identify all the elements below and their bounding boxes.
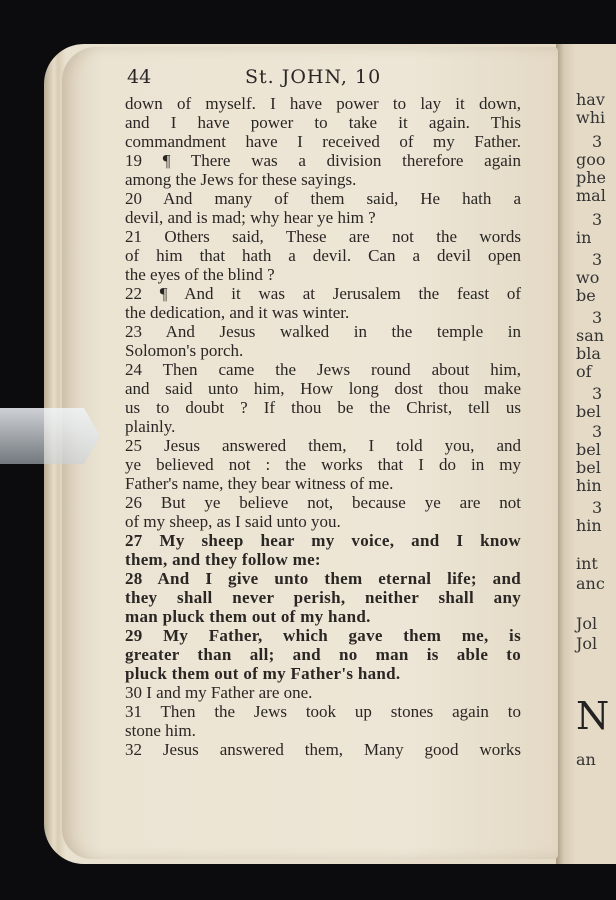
facing-page-fragment: 3 xyxy=(592,498,603,517)
text-line: down of myself. I have power to lay it down, xyxy=(125,94,521,113)
scripture-text xyxy=(125,94,521,759)
facing-page-fragment: int xyxy=(576,554,598,573)
text-line: 23 And Jesus walked in the temple in xyxy=(125,322,521,341)
text-line: stone him. xyxy=(125,721,196,740)
page-header xyxy=(127,66,523,90)
facing-page-fragment: Jol xyxy=(576,614,598,633)
text-line-bold: them, and they follow me: xyxy=(125,550,321,569)
page-number: 44 xyxy=(127,66,152,88)
text-line: the dedication, and it was winter. xyxy=(125,303,350,322)
text-line: 26 But ye believe not, because ye are not xyxy=(125,493,521,512)
text-line: 21 Others said, These are not the words xyxy=(125,227,521,246)
facing-page-fragment: be xyxy=(576,286,596,305)
text-line: 30 I and my Father are one. xyxy=(125,683,313,702)
facing-page-fragment: goo xyxy=(576,150,606,169)
facing-page-fragment: bel xyxy=(576,458,601,477)
facing-page-fragment: bel xyxy=(576,402,601,421)
text-line: and said unto him, How long dost thou make xyxy=(125,379,521,398)
text-line: 25 Jesus answered them, I told you, and xyxy=(125,436,521,455)
text-line: plainly. xyxy=(125,417,176,436)
text-line: Father's name, they bear witness of me. xyxy=(125,474,394,493)
facing-page-fragment: wo xyxy=(576,268,600,287)
facing-page-fragment: 3 xyxy=(592,132,603,151)
text-line-bold: 27 My sheep hear my voice, and I know xyxy=(125,531,521,550)
text-line-bold: greater than all; and no man is able to xyxy=(125,645,521,664)
text-line: commandment have I received of my Father. xyxy=(125,132,521,151)
facing-page-fragment: hin xyxy=(576,476,602,495)
running-title: St. JOHN, 10 xyxy=(245,66,382,88)
text-line: 19 ¶ There was a division therefore again xyxy=(125,151,521,170)
ribbon-bookmark xyxy=(0,408,100,464)
facing-page-fragment: bla xyxy=(576,344,601,363)
facing-page-fragment: Jol xyxy=(576,634,598,653)
text-line-bold: 28 And I give unto them eternal life; and xyxy=(125,569,521,588)
text-line: 32 Jesus answered them, Many good works xyxy=(125,740,521,759)
text-line: among the Jews for these sayings. xyxy=(125,170,357,189)
text-line: ye believed not : the works that I do in my xyxy=(125,455,521,474)
facing-page-fragment: phe xyxy=(576,168,607,187)
text-line-bold: man pluck them out of my hand. xyxy=(125,607,371,626)
facing-page-fragment: 3 xyxy=(592,384,603,403)
facing-page xyxy=(556,44,616,864)
facing-page-fragment: in xyxy=(576,228,592,247)
facing-page-fragment: 3 xyxy=(592,422,603,441)
facing-page-fragment: N xyxy=(576,694,610,738)
text-line: Solomon's porch. xyxy=(125,341,244,360)
text-line: 24 Then came the Jews round about him, xyxy=(125,360,521,379)
facing-page-fragment: an xyxy=(576,750,596,769)
text-line: devil, and is mad; why hear ye him ? xyxy=(125,208,376,227)
facing-page-fragment: whi xyxy=(576,108,606,127)
facing-page-fragment: of xyxy=(576,362,592,381)
text-line: and I have power to take it again. This xyxy=(125,113,521,132)
text-line: 22 ¶ And it was at Jerusalem the feast of xyxy=(125,284,521,303)
facing-page-fragment: anc xyxy=(576,574,605,593)
facing-page-fragment: 3 xyxy=(592,210,603,229)
text-line-bold: they shall never perish, neither shall any xyxy=(125,588,521,607)
facing-page-fragment: mal xyxy=(576,186,606,205)
facing-page-fragment: hav xyxy=(576,90,605,109)
text-line: 31 Then the Jews took up stones again to xyxy=(125,702,521,721)
facing-page-fragment: 3 xyxy=(592,250,603,269)
text-line: of my sheep, as I said unto you. xyxy=(125,512,341,531)
text-line: us to doubt ? If thou be the Christ, tell us xyxy=(125,398,521,417)
text-line-bold: 29 My Father, which gave them me, is xyxy=(125,626,521,645)
text-line: of him that hath a devil. Can a devil open xyxy=(125,246,521,265)
text-line-bold: pluck them out of my Father's hand. xyxy=(125,664,401,683)
facing-page-fragment: bel xyxy=(576,440,601,459)
text-line: 20 And many of them said, He hath a xyxy=(125,189,521,208)
facing-page-fragment: 3 xyxy=(592,308,603,327)
facing-page-fragment: san xyxy=(576,326,605,345)
facing-page-fragment: hin xyxy=(576,516,602,535)
text-line: the eyes of the blind ? xyxy=(125,265,275,284)
